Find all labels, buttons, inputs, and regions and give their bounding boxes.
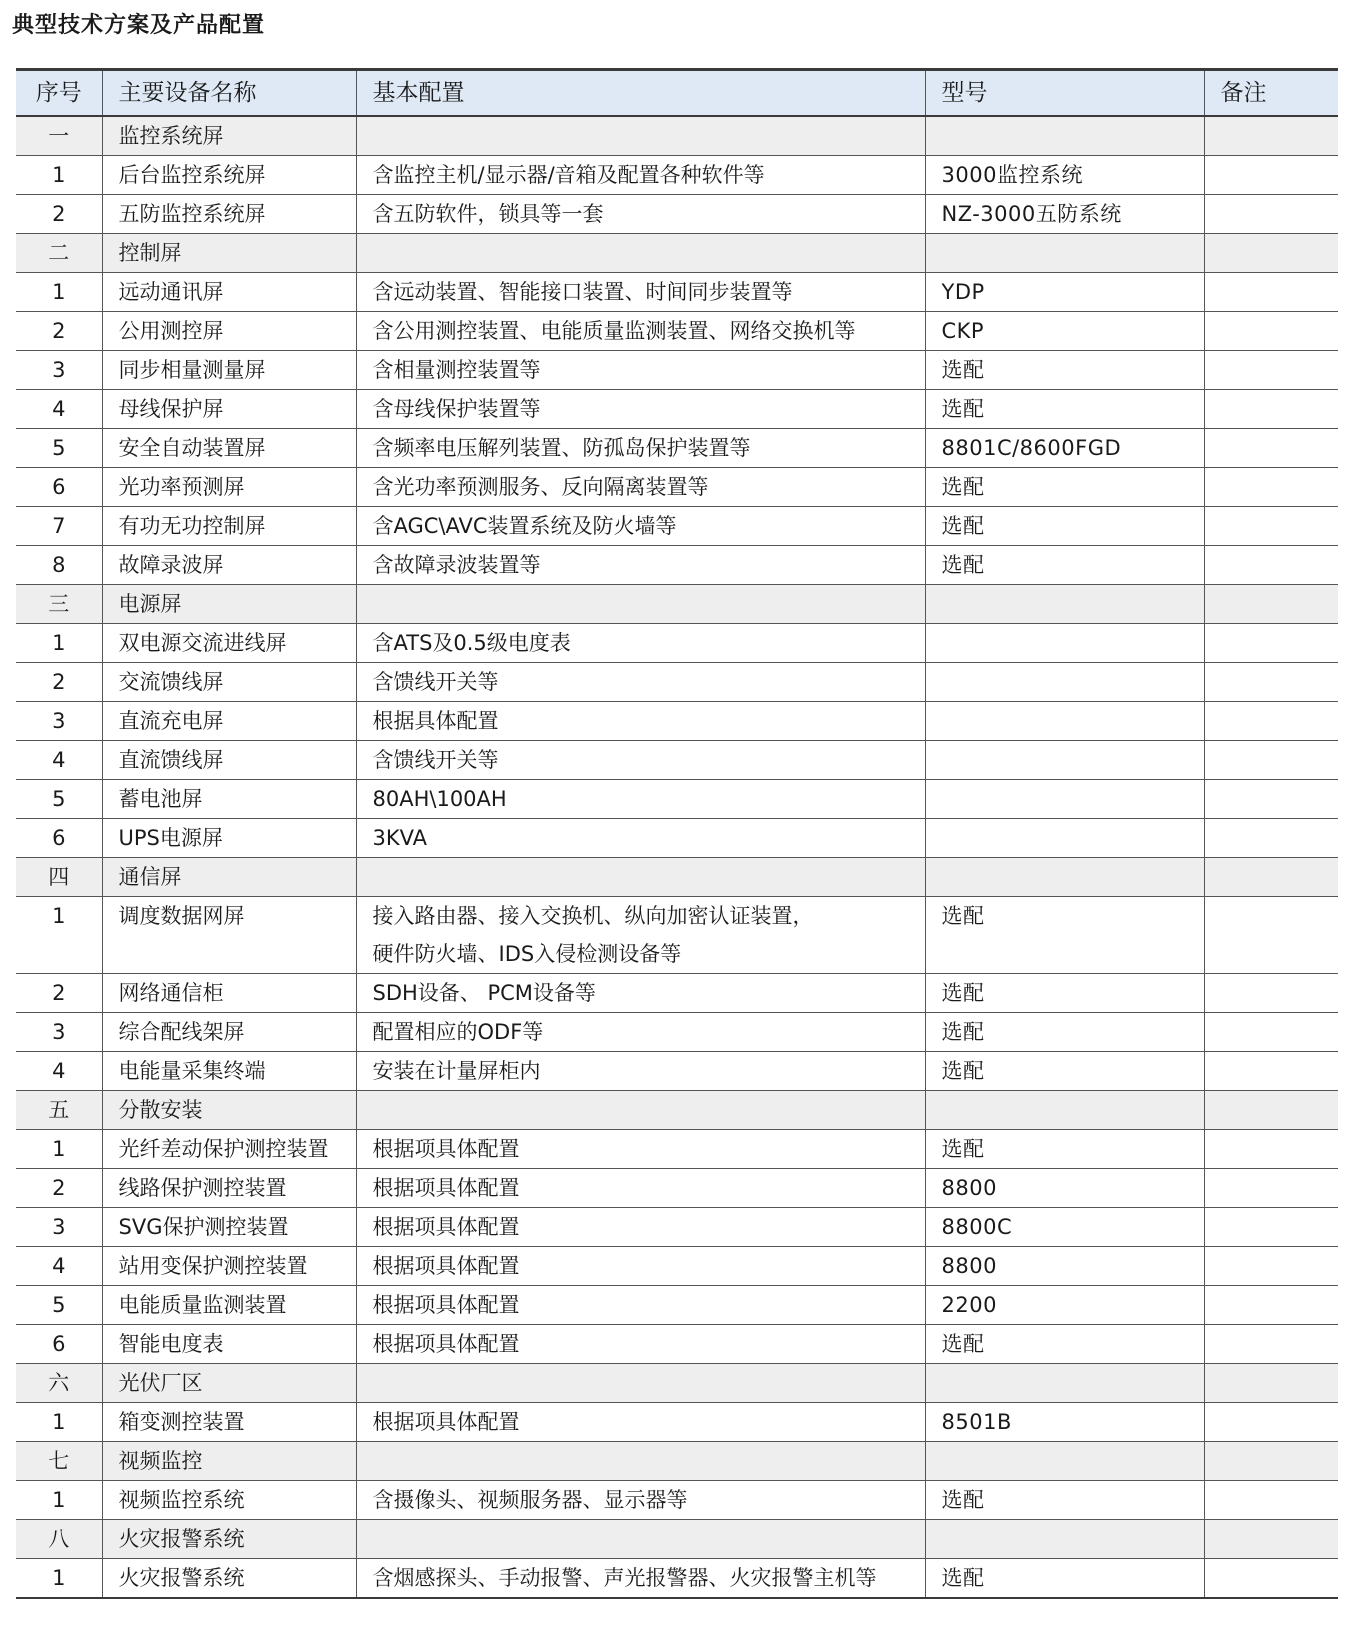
- row-note: [1204, 897, 1338, 974]
- row-model: 选配: [925, 390, 1204, 429]
- row-note: [1204, 1130, 1338, 1169]
- row-model: 选配: [925, 897, 1204, 974]
- row-index: 5: [16, 780, 102, 819]
- group-name: 视频监控: [102, 1442, 356, 1481]
- row-basic-config: 含光功率预测服务、反向隔离装置等: [356, 468, 925, 507]
- group-row: [16, 585, 1338, 624]
- row-index: 8: [16, 546, 102, 585]
- row-basic-config: 含馈线开关等: [356, 663, 925, 702]
- row-note: [1204, 1403, 1338, 1442]
- row-model: 选配: [925, 1013, 1204, 1052]
- row-note: [1204, 1325, 1338, 1364]
- row-index: 5: [16, 1286, 102, 1325]
- row-equipment-name: 故障录波屏: [102, 546, 356, 585]
- row-model: [925, 741, 1204, 780]
- row-basic-config: 含烟感探头、手动报警、声光报警器、火灾报警主机等: [356, 1559, 925, 1599]
- row-index: 3: [16, 1013, 102, 1052]
- row-note: [1204, 546, 1338, 585]
- row-note: [1204, 624, 1338, 663]
- row-note: [1204, 1559, 1338, 1599]
- row-index: 4: [16, 390, 102, 429]
- group-note-empty: [1204, 1091, 1338, 1130]
- row-basic-config: 含AGC\AVC装置系统及防火墙等: [356, 507, 925, 546]
- group-row: [16, 1364, 1338, 1403]
- row-index: 3: [16, 351, 102, 390]
- row-index: 1: [16, 156, 102, 195]
- row-model: [925, 819, 1204, 858]
- group-model-empty: [925, 1364, 1204, 1403]
- row-note: [1204, 468, 1338, 507]
- table-row: [16, 1403, 1338, 1442]
- row-basic-config-line-1: 接入路由器、接入交换机、纵向加密认证装置，: [372, 904, 814, 928]
- row-basic-config: 根据项具体配置: [356, 1325, 925, 1364]
- row-basic-config: 含相量测控装置等: [356, 351, 925, 390]
- row-note: [1204, 702, 1338, 741]
- group-model-empty: [925, 1091, 1204, 1130]
- row-index: 1: [16, 1130, 102, 1169]
- row-note: [1204, 390, 1338, 429]
- row-equipment-name: 交流馈线屏: [102, 663, 356, 702]
- table-row: [16, 1013, 1338, 1052]
- row-basic-config: 含摄像头、视频服务器、显示器等: [356, 1481, 925, 1520]
- table-row: [16, 429, 1338, 468]
- row-note: [1204, 156, 1338, 195]
- group-row: [16, 1091, 1338, 1130]
- row-equipment-name: 线路保护测控装置: [102, 1169, 356, 1208]
- row-model: 2200: [925, 1286, 1204, 1325]
- group-index: 六: [16, 1364, 102, 1403]
- group-index: 五: [16, 1091, 102, 1130]
- page-title: 典型技术方案及产品配置: [12, 13, 266, 38]
- group-config-empty: [356, 1364, 925, 1403]
- row-note: [1204, 195, 1338, 234]
- group-model-empty: [925, 858, 1204, 897]
- table-row: [16, 1208, 1338, 1247]
- row-basic-config: 含远动装置、智能接口装置、时间同步装置等: [356, 273, 925, 312]
- table-row: [16, 195, 1338, 234]
- row-note: [1204, 1208, 1338, 1247]
- table-row: [16, 819, 1338, 858]
- group-note-empty: [1204, 1442, 1338, 1481]
- row-model: CKP: [925, 312, 1204, 351]
- row-model: 选配: [925, 546, 1204, 585]
- group-name: 电源屏: [102, 585, 356, 624]
- row-model: 8800: [925, 1169, 1204, 1208]
- row-equipment-name: 视频监控系统: [102, 1481, 356, 1520]
- row-basic-config: 根据具体配置: [356, 702, 925, 741]
- row-model: 8801C/8600FGD: [925, 429, 1204, 468]
- row-basic-config: 根据项具体配置: [356, 1247, 925, 1286]
- header-equipment-name: 主要设备名称: [102, 70, 356, 117]
- group-config-empty: [356, 1442, 925, 1481]
- group-note-empty: [1204, 116, 1338, 156]
- row-model: [925, 780, 1204, 819]
- row-index: 1: [16, 897, 102, 974]
- row-note: [1204, 1481, 1338, 1520]
- table-row: [16, 273, 1338, 312]
- header-model: 型号: [925, 70, 1204, 117]
- row-index: 3: [16, 1208, 102, 1247]
- table-row: [16, 390, 1338, 429]
- row-model: 选配: [925, 468, 1204, 507]
- group-index: 二: [16, 234, 102, 273]
- row-model: 3000监控系统: [925, 156, 1204, 195]
- row-model: 选配: [925, 507, 1204, 546]
- row-model: YDP: [925, 273, 1204, 312]
- group-config-empty: [356, 1091, 925, 1130]
- row-equipment-name: 双电源交流进线屏: [102, 624, 356, 663]
- group-row: [16, 234, 1338, 273]
- row-note: [1204, 507, 1338, 546]
- group-name: 火灾报警系统: [102, 1520, 356, 1559]
- table-header: [16, 70, 1338, 117]
- row-basic-config: 含故障录波装置等: [356, 546, 925, 585]
- row-index: 1: [16, 1481, 102, 1520]
- group-row: [16, 1520, 1338, 1559]
- group-row: [16, 1442, 1338, 1481]
- row-model: 选配: [925, 351, 1204, 390]
- row-equipment-name: 光纤差动保护测控装置: [102, 1130, 356, 1169]
- row-basic-config: 3KVA: [356, 819, 925, 858]
- table-row: [16, 1130, 1338, 1169]
- row-note: [1204, 1286, 1338, 1325]
- row-note: [1204, 1169, 1338, 1208]
- row-note: [1204, 974, 1338, 1013]
- group-config-empty: [356, 585, 925, 624]
- group-index: 三: [16, 585, 102, 624]
- table-row: [16, 351, 1338, 390]
- row-basic-config: 含公用测控装置、电能质量监测装置、网络交换机等: [356, 312, 925, 351]
- row-note: [1204, 780, 1338, 819]
- group-name: 通信屏: [102, 858, 356, 897]
- group-index: 八: [16, 1520, 102, 1559]
- table-row: [16, 974, 1338, 1013]
- row-equipment-name: 火灾报警系统: [102, 1559, 356, 1599]
- row-basic-config: 根据项具体配置: [356, 1286, 925, 1325]
- row-basic-config: 含频率电压解列装置、防孤岛保护装置等: [356, 429, 925, 468]
- group-model-empty: [925, 1520, 1204, 1559]
- group-note-empty: [1204, 1520, 1338, 1559]
- row-basic-config: 含监控主机/显示器/音箱及配置各种软件等: [356, 156, 925, 195]
- row-index: 6: [16, 468, 102, 507]
- row-equipment-name: 远动通讯屏: [102, 273, 356, 312]
- group-note-empty: [1204, 234, 1338, 273]
- row-basic-config: 安装在计量屏柜内: [356, 1052, 925, 1091]
- row-note: [1204, 312, 1338, 351]
- row-basic-config-line-2: 硬件防火墙、IDS入侵检测设备等: [372, 942, 682, 966]
- group-note-empty: [1204, 1364, 1338, 1403]
- equipment-config-table: [16, 68, 1338, 1599]
- table-row: [16, 702, 1338, 741]
- group-row: [16, 858, 1338, 897]
- group-index: 四: [16, 858, 102, 897]
- row-model: 8800: [925, 1247, 1204, 1286]
- table-row: [16, 741, 1338, 780]
- table-row: [16, 312, 1338, 351]
- group-model-empty: [925, 116, 1204, 156]
- row-equipment-name: 电能量采集终端: [102, 1052, 356, 1091]
- row-equipment-name: 光功率预测屏: [102, 468, 356, 507]
- row-basic-config: [356, 897, 925, 974]
- row-index: 2: [16, 663, 102, 702]
- table-body: [16, 116, 1338, 1598]
- row-equipment-name: 智能电度表: [102, 1325, 356, 1364]
- header-basic-config: 基本配置: [356, 70, 925, 117]
- row-index: 2: [16, 312, 102, 351]
- row-basic-config: 根据项具体配置: [356, 1403, 925, 1442]
- row-model: 选配: [925, 974, 1204, 1013]
- table-row: [16, 546, 1338, 585]
- row-equipment-name: 蓄电池屏: [102, 780, 356, 819]
- row-equipment-name: 直流充电屏: [102, 702, 356, 741]
- row-note: [1204, 273, 1338, 312]
- row-note: [1204, 1013, 1338, 1052]
- row-note: [1204, 819, 1338, 858]
- row-basic-config: SDH设备、 PCM设备等: [356, 974, 925, 1013]
- row-model: 选配: [925, 1130, 1204, 1169]
- group-name: 光伏厂区: [102, 1364, 356, 1403]
- table-row: [16, 663, 1338, 702]
- row-model: 选配: [925, 1325, 1204, 1364]
- row-equipment-name: 母线保护屏: [102, 390, 356, 429]
- row-equipment-name: 直流馈线屏: [102, 741, 356, 780]
- row-basic-config: 含五防软件，锁具等一套: [356, 195, 925, 234]
- table-row: [16, 897, 1338, 974]
- row-basic-config: 根据项具体配置: [356, 1169, 925, 1208]
- row-equipment-name: 后台监控系统屏: [102, 156, 356, 195]
- row-equipment-name: SVG保护测控装置: [102, 1208, 356, 1247]
- table-row: [16, 507, 1338, 546]
- table-row: [16, 1559, 1338, 1599]
- row-index: 6: [16, 1325, 102, 1364]
- row-index: 7: [16, 507, 102, 546]
- row-index: 2: [16, 1169, 102, 1208]
- table-row: [16, 780, 1338, 819]
- row-model: 选配: [925, 1559, 1204, 1599]
- row-model: [925, 624, 1204, 663]
- row-equipment-name: 有功无功控制屏: [102, 507, 356, 546]
- group-name: 控制屏: [102, 234, 356, 273]
- group-config-empty: [356, 1520, 925, 1559]
- group-name: 分散安装: [102, 1091, 356, 1130]
- table-row: [16, 1247, 1338, 1286]
- group-row: [16, 116, 1338, 156]
- row-model: NZ-3000五防系统: [925, 195, 1204, 234]
- row-note: [1204, 351, 1338, 390]
- row-index: 2: [16, 195, 102, 234]
- row-note: [1204, 1052, 1338, 1091]
- row-index: 3: [16, 702, 102, 741]
- row-equipment-name: 综合配线架屏: [102, 1013, 356, 1052]
- group-config-empty: [356, 234, 925, 273]
- row-model: 选配: [925, 1052, 1204, 1091]
- row-note: [1204, 663, 1338, 702]
- table-row: [16, 156, 1338, 195]
- row-equipment-name: 站用变保护测控装置: [102, 1247, 356, 1286]
- table-row: [16, 1481, 1338, 1520]
- row-index: 1: [16, 273, 102, 312]
- row-equipment-name: 箱变测控装置: [102, 1403, 356, 1442]
- row-index: 1: [16, 624, 102, 663]
- row-basic-config: 配置相应的ODF等: [356, 1013, 925, 1052]
- row-equipment-name: 调度数据网屏: [102, 897, 356, 974]
- row-equipment-name: 公用测控屏: [102, 312, 356, 351]
- row-basic-config: 含母线保护装置等: [356, 390, 925, 429]
- row-note: [1204, 429, 1338, 468]
- row-equipment-name: UPS电源屏: [102, 819, 356, 858]
- row-index: 4: [16, 1052, 102, 1091]
- row-equipment-name: 五防监控系统屏: [102, 195, 356, 234]
- row-index: 4: [16, 741, 102, 780]
- group-index: 七: [16, 1442, 102, 1481]
- group-config-empty: [356, 858, 925, 897]
- row-basic-config: 80AH\100AH: [356, 780, 925, 819]
- header-index: 序号: [16, 70, 102, 117]
- row-note: [1204, 1247, 1338, 1286]
- group-model-empty: [925, 234, 1204, 273]
- row-model: [925, 702, 1204, 741]
- row-basic-config: 含ATS及0.5级电度表: [356, 624, 925, 663]
- row-basic-config: 含馈线开关等: [356, 741, 925, 780]
- header-note: 备注: [1204, 70, 1338, 117]
- table-row: [16, 1052, 1338, 1091]
- row-index: 6: [16, 819, 102, 858]
- row-basic-config: 根据项具体配置: [356, 1130, 925, 1169]
- row-index: 4: [16, 1247, 102, 1286]
- row-equipment-name: 同步相量测量屏: [102, 351, 356, 390]
- group-config-empty: [356, 116, 925, 156]
- row-equipment-name: 电能质量监测装置: [102, 1286, 356, 1325]
- row-basic-config: 根据项具体配置: [356, 1208, 925, 1247]
- row-model: 选配: [925, 1481, 1204, 1520]
- row-index: 1: [16, 1559, 102, 1599]
- row-equipment-name: 安全自动装置屏: [102, 429, 356, 468]
- header-row: [16, 70, 1338, 117]
- group-model-empty: [925, 1442, 1204, 1481]
- group-note-empty: [1204, 858, 1338, 897]
- group-index: 一: [16, 116, 102, 156]
- group-name: 监控系统屏: [102, 116, 356, 156]
- group-note-empty: [1204, 585, 1338, 624]
- table-row: [16, 468, 1338, 507]
- table-row: [16, 1169, 1338, 1208]
- row-index: 2: [16, 974, 102, 1013]
- row-model: [925, 663, 1204, 702]
- row-index: 5: [16, 429, 102, 468]
- table-row: [16, 1325, 1338, 1364]
- group-model-empty: [925, 585, 1204, 624]
- row-index: 1: [16, 1403, 102, 1442]
- row-note: [1204, 741, 1338, 780]
- row-model: 8800C: [925, 1208, 1204, 1247]
- row-equipment-name: 网络通信柜: [102, 974, 356, 1013]
- table-row: [16, 624, 1338, 663]
- table-row: [16, 1286, 1338, 1325]
- row-model: 8501B: [925, 1403, 1204, 1442]
